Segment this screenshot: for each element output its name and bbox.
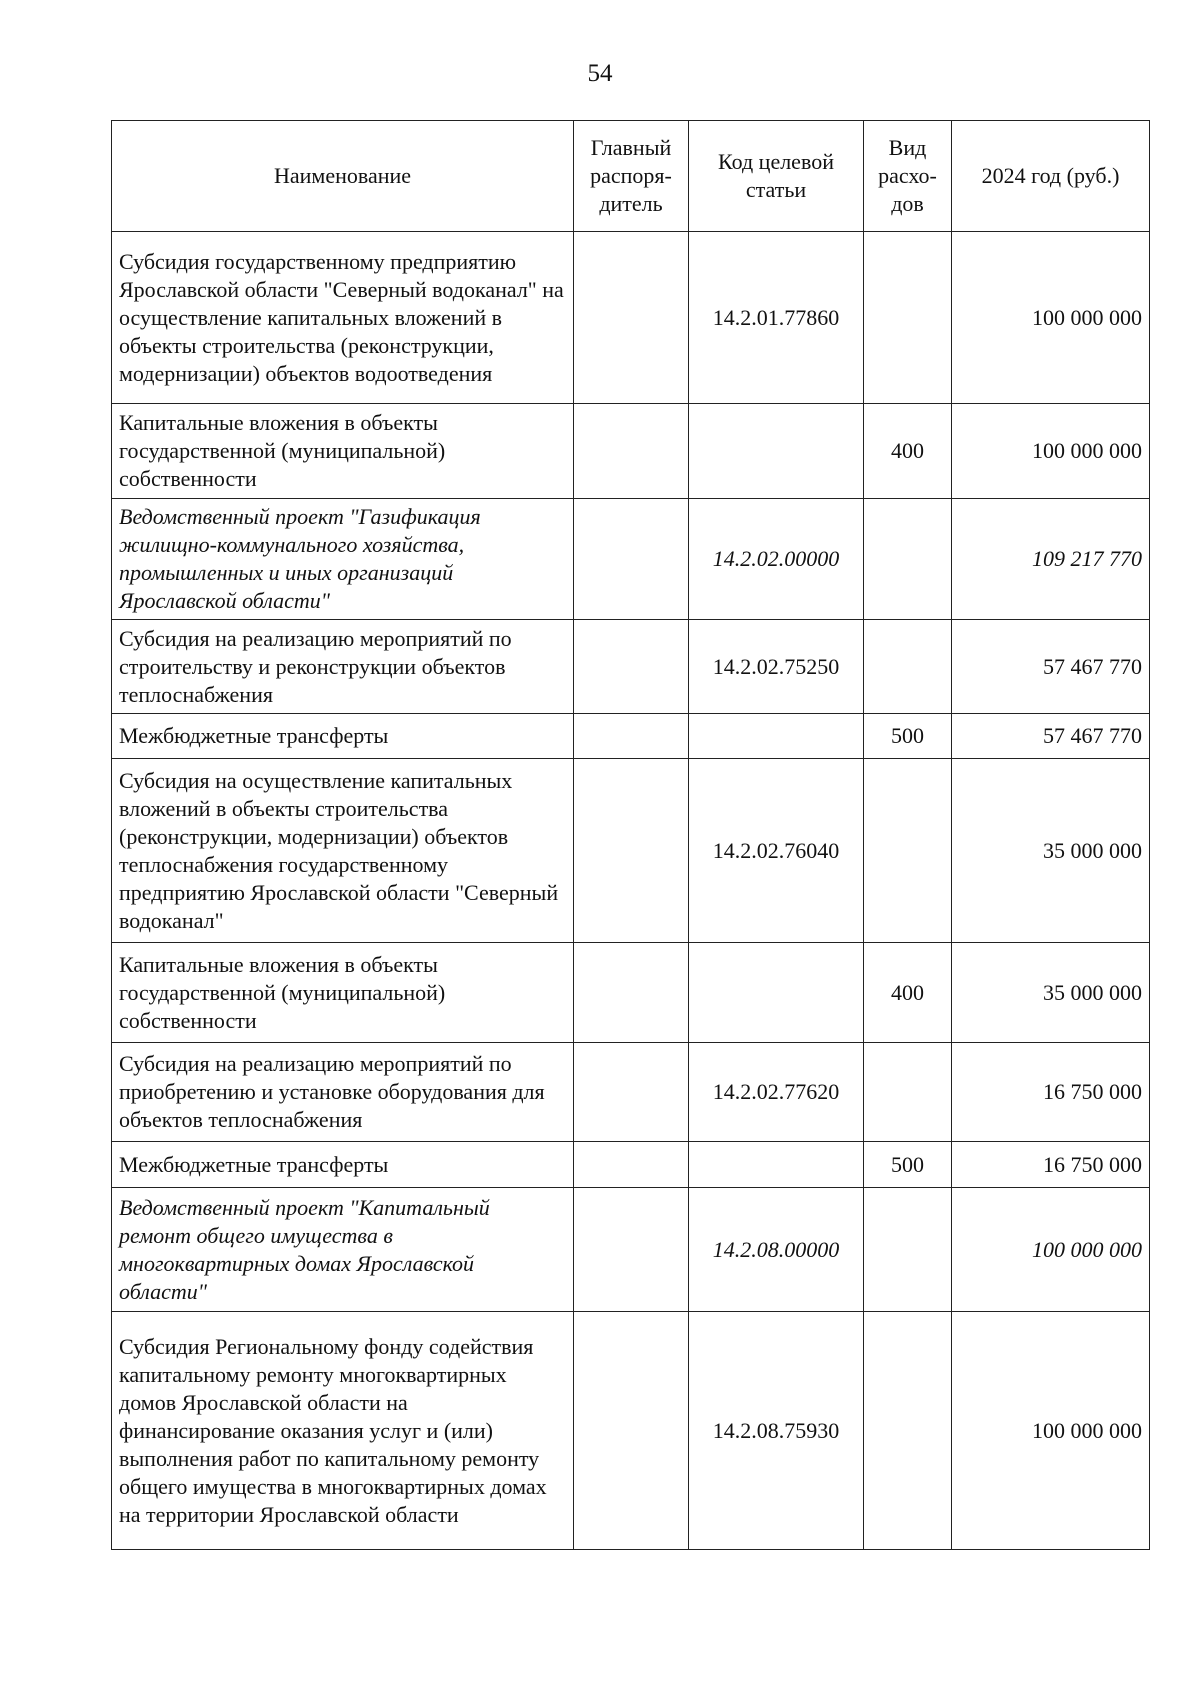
table-row [112,1312,1150,1550]
row-kind: 400 [864,943,952,1043]
row-admin [574,404,689,499]
row-name: Субсидия на реализацию мероприятий по строительству и реконструкции объектов теплоснабжения [112,620,574,714]
row-name: Субсидия Региональному фонду содействия капитальному ремонту многоквартирных домов Ярославской области на финансирование оказания услуг и (или) выполнения работ по капитальному ремонту общего имущества в многоквартирных домах на территории Ярославской области [112,1312,574,1550]
row-code [689,1142,864,1188]
row-code: 14.2.02.76040 [689,759,864,943]
header-kind: Вид расхо-дов [864,121,952,232]
row-admin [574,1312,689,1550]
row-name: Ведомственный проект "Газификация жилищно-коммунального хозяйства, промышленных и иных организаций Ярославской области" [112,499,574,620]
row-kind [864,499,952,620]
row-code [689,943,864,1043]
row-code: 14.2.01.77860 [689,232,864,404]
row-admin [574,1188,689,1312]
row-name: Субсидия на осуществление капитальных вложений в объекты строительства (реконструкции, модернизации) объектов теплоснабжения государственному предприятию Ярославской области "Северный водоканал" [112,759,574,943]
row-kind [864,1188,952,1312]
row-code [689,404,864,499]
table-row [112,759,1150,943]
row-amount: 35 000 000 [952,943,1150,1043]
row-admin [574,943,689,1043]
page-number: 54 [587,60,613,87]
table-header-row [112,121,1150,232]
table-row [112,943,1150,1043]
row-name: Межбюджетные трансферты [112,714,574,759]
row-name: Капитальные вложения в объекты государственной (муниципальной) собственности [112,943,574,1043]
row-code: 14.2.02.77620 [689,1043,864,1142]
row-code: 14.2.08.75930 [689,1312,864,1550]
row-name: Капитальные вложения в объекты государственной (муниципальной) собственности [112,404,574,499]
row-code: 14.2.02.00000 [689,499,864,620]
row-admin [574,1142,689,1188]
table-row [112,499,1150,620]
row-amount: 100 000 000 [952,1188,1150,1312]
row-amount: 100 000 000 [952,1312,1150,1550]
row-kind [864,1043,952,1142]
header-admin: Главный распоря-дитель [574,121,689,232]
header-amount: 2024 год (руб.) [952,121,1150,232]
row-code: 14.2.02.75250 [689,620,864,714]
row-kind [864,759,952,943]
row-kind: 400 [864,404,952,499]
table-row [112,1142,1150,1188]
header-code: Код целевой статьи [689,121,864,232]
row-kind [864,1312,952,1550]
header-name: Наименование [112,121,574,232]
budget-table [111,120,1150,1550]
row-admin [574,714,689,759]
row-admin [574,620,689,714]
row-admin [574,499,689,620]
row-amount: 16 750 000 [952,1043,1150,1142]
table-row [112,232,1150,404]
row-name: Субсидия на реализацию мероприятий по приобретению и установке оборудования для объектов теплоснабжения [112,1043,574,1142]
row-amount: 57 467 770 [952,714,1150,759]
row-kind: 500 [864,1142,952,1188]
row-amount: 109 217 770 [952,499,1150,620]
row-code: 14.2.08.00000 [689,1188,864,1312]
row-admin [574,759,689,943]
row-amount: 57 467 770 [952,620,1150,714]
row-code [689,714,864,759]
table-row [112,1188,1150,1312]
row-name: Субсидия государственному предприятию Ярославской области "Северный водоканал" на осуществление капитальных вложений в объекты строительства (реконструкции, модернизации) объектов водоотведения [112,232,574,404]
row-kind: 500 [864,714,952,759]
table-row [112,1043,1150,1142]
row-amount: 100 000 000 [952,232,1150,404]
row-name: Межбюджетные трансферты [112,1142,574,1188]
row-kind [864,620,952,714]
row-amount: 35 000 000 [952,759,1150,943]
table-row [112,714,1150,759]
row-amount: 100 000 000 [952,404,1150,499]
row-admin [574,1043,689,1142]
row-kind [864,232,952,404]
table-row [112,620,1150,714]
row-amount: 16 750 000 [952,1142,1150,1188]
table-row [112,404,1150,499]
row-name: Ведомственный проект "Капитальный ремонт общего имущества в многоквартирных домах Ярославской области" [112,1188,574,1312]
row-admin [574,232,689,404]
